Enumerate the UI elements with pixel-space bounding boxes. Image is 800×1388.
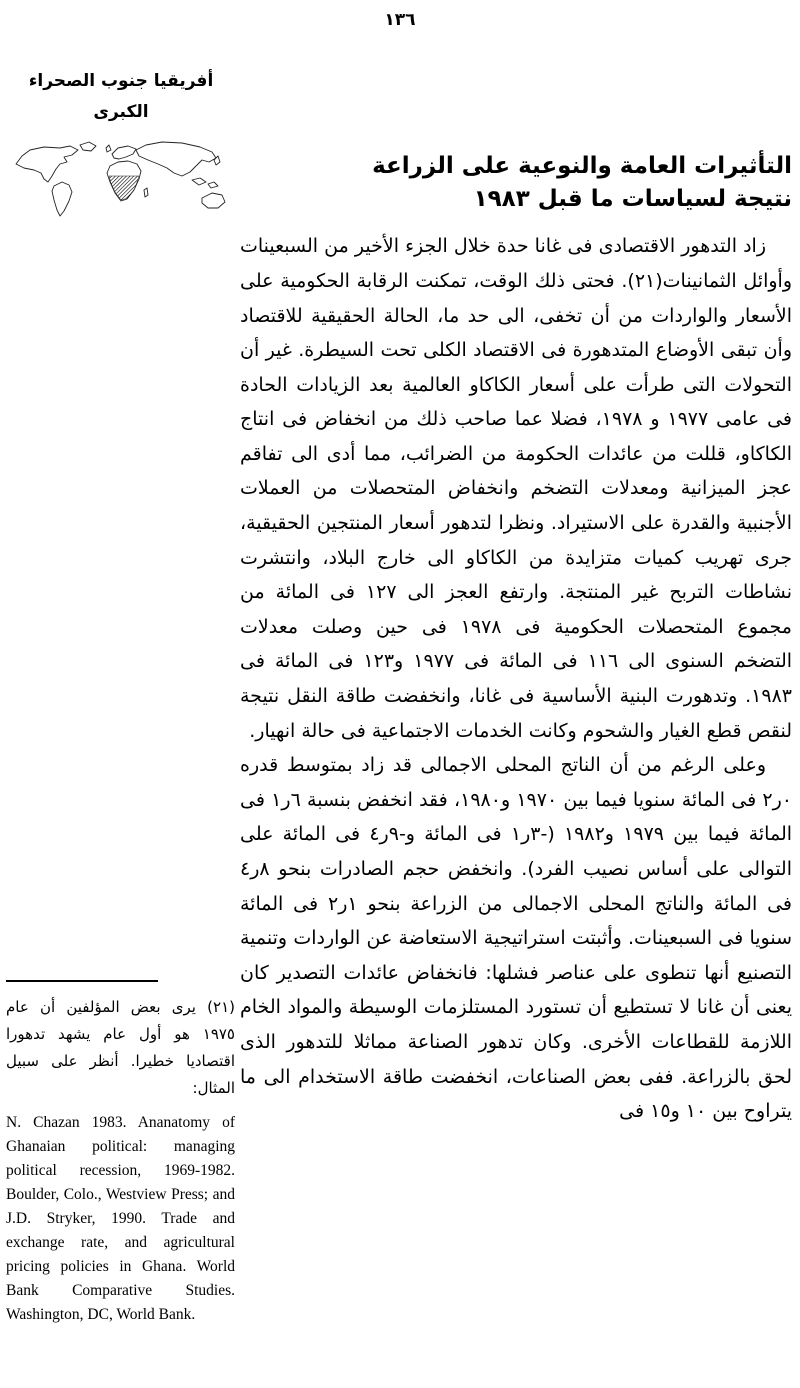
footnote-block [6, 980, 235, 1327]
map-caption [6, 66, 236, 128]
article-column [240, 150, 792, 1129]
paragraph-2: وعلى الرغم من أن الناتج المحلى الاجمالى قد زاد بمتوسط قدره ٠ر٢ فى المائة سنويا فيما بين ١٩٧٠ و١٩٨٠، فقد انخفض بنسبة ٦ر١ فى المائة فيما بين ١٩٧٩ و١٩٨٢ (-٣ر١ فى المائة و-٩ر٤ فى المائة على التوالى على أساس نصيب الفرد). وانخفض حجم الصادرات بنحو ٨ر٤ فى المائة والناتج المحلى الاجمالى من الزراعة بنحو ١ر٢ فى المائة سنويا فى السبعينات. وأثبتت استراتيجية الاستعاضة عن الواردات وتنمية التصنيع أنها تنطوى على عناصر فشلها: فانخفاض عائدات التصدير كان يعنى أن غانا لا تستطيع أن تستورد المستلزمات الوسيطة والمواد الخام اللازمة للقطاعات الأخرى. وكان تدهور الصناعة مماثلا للتدهور الذى لحق بالزراعة. ففى بعض الصناعات، انخفضت طاقة الاستخدام الى ما يتراوح بين ١٠ و١٥ فى [240, 754, 793, 1123]
heading-line2: نتيجة لسياسات ما قبل ١٩٨٣ [473, 185, 792, 212]
paragraph-1: زاد التدهور الاقتصادى فى غانا حدة خلال الجزء الأخير من السبعينات وأوائل الثمانينات(٢١). فحتى ذلك الوقت، تمكنت الرقابة الحكومية على الأسعار والواردات من أن تخفى، الى حد ما، الحالة الحقيقية للاقتصاد وأن تبقى الأوضاع المتدهورة فى الاقتصاد الكلى تحت السيطرة. غير أن التحولات التى طرأت على أسعار الكاكاو العالمية بعد الزيادات الحادة فى عامى ١٩٧٧ و ١٩٧٨، فضلا عما صاحب ذلك من انخفاض فى انتاج الكاكاو، قللت من عائدات الحكومة من الضرائب، مما أدى الى تفاقم عجز الميزانية ومعدلات التضخم وانخفاض المتحصلات من العملات الأجنبية والقدرة على الاستيراد. ونظرا لتدهور أسعار المنتجين الحقيقية، جرى تهريب كميات متزايدة من الكاكاو الى خارج البلاد، وانتشرت نشاطات التربح غير المنتجة. وارتفع العجز الى ١٢٧ فى المائة من مجموع المتحصلات الحكومية فى ١٩٧٨ فى حين وصلت معدلات التضخم السنوى الى ١١٦ فى المائة فى ١٩٧٧ و١٢٣ فى المائة فى ١٩٨٣. وتدهورت البنية الأساسية فى غانا، وانخفضت طاقة النقل نتيجة لنقص قطع الغيار والشحوم وكانت الخدمات الاجتماعية فى حالة انهيار. [240, 235, 793, 742]
map-sidebar [6, 66, 236, 226]
footnote-divider [6, 980, 158, 982]
subsaharan-africa-highlight [109, 176, 139, 200]
map-caption-line2: الكبرى [93, 102, 149, 122]
article-heading [240, 150, 792, 215]
page-number: ١٣٦ [384, 10, 416, 30]
footnote-citation: N. Chazan 1983. Ananatomy of Ghanaian political: managing political recession, 1969-1982. Boulder, Colo., Westview Press; and J.D. Stryker, 1990. Trade and exchange rate, and agricultural pricing policies in Ghana. World Bank Comparative Studies. Washington, DC, World Bank. [6, 1114, 235, 1323]
footnote-arabic-text: (٢١) يرى بعض المؤلفين أن عام ١٩٧٥ هو أول عام يشهد تدهورا اقتصاديا خطيرا. أنظر على سبيل المثال: [6, 998, 235, 1097]
heading-line1: التأثيرات العامة والنوعية على الزراعة [372, 153, 792, 179]
map-caption-line1: أفريقيا جنوب الصحراء [28, 71, 214, 91]
world-map-icon [6, 138, 236, 226]
